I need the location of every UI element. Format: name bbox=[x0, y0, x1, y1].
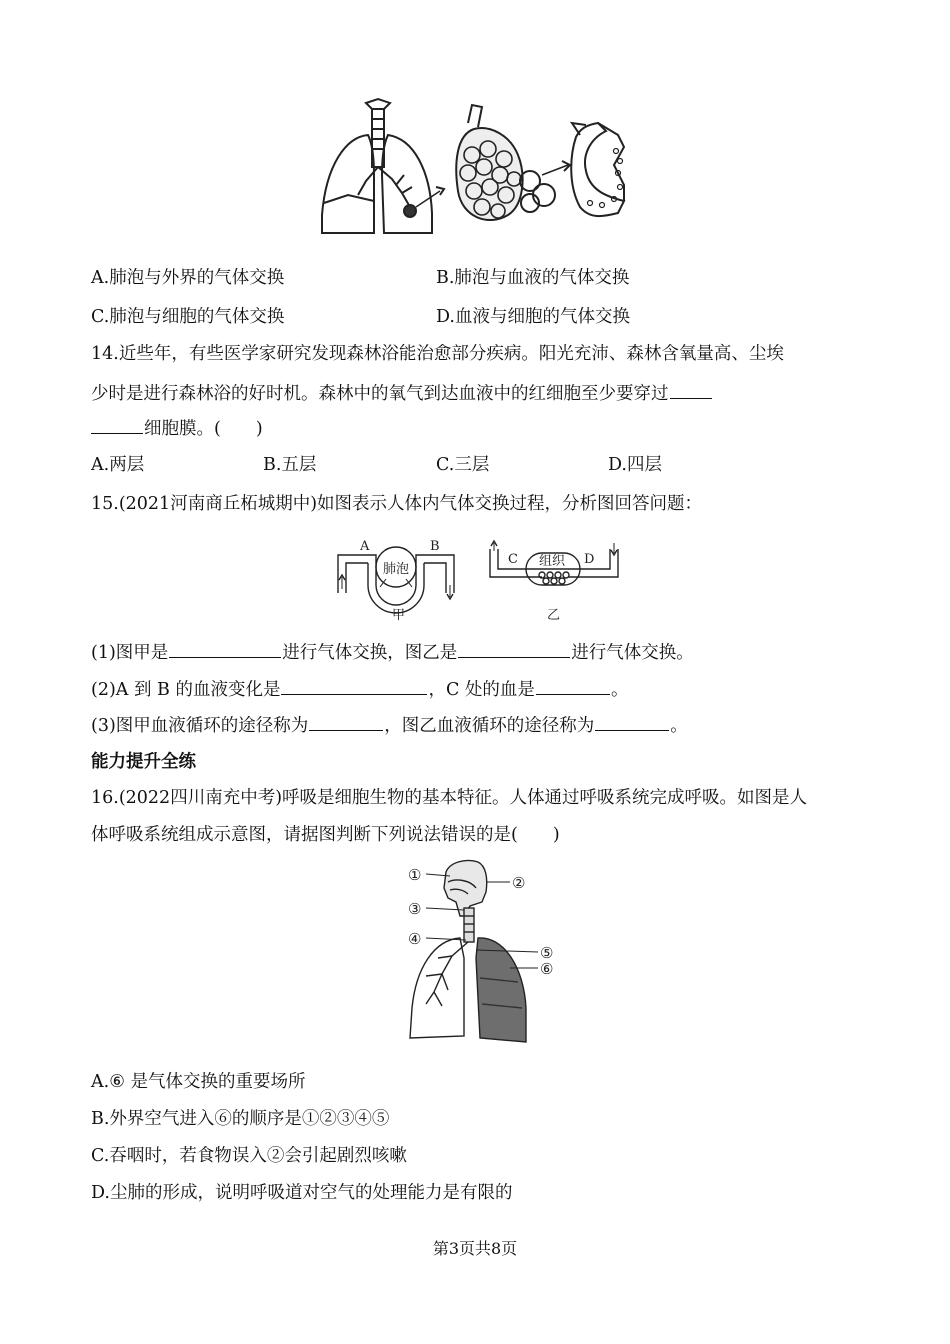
lung-alveoli-figure bbox=[318, 95, 632, 243]
figure-label-1: ① bbox=[408, 866, 422, 884]
answer-blank[interactable] bbox=[169, 640, 281, 658]
caption-jia: 甲 bbox=[392, 608, 406, 623]
answer-blank[interactable] bbox=[281, 677, 427, 695]
q14-stem-line-2 bbox=[91, 381, 713, 406]
q16-stem-line-1: 16.(2022四川南充中考)呼吸是细胞生物的基本特征。人体通过呼吸系统完成呼吸。如图是人 bbox=[91, 788, 808, 808]
page-number: 第3页共8页 bbox=[432, 1239, 518, 1258]
q14-stem-line-3 bbox=[91, 416, 263, 441]
answer-blank[interactable] bbox=[91, 416, 143, 434]
q16-option-b: B.外界空气进入⑥的顺序是①②③④⑤ bbox=[91, 1109, 390, 1129]
q15-part-2-c: 。 bbox=[610, 680, 629, 700]
q14-stem-line-3-text: 细胞膜。( ) bbox=[144, 419, 263, 439]
label-b: B bbox=[430, 539, 440, 554]
q13-option-c: C.肺泡与细胞的气体交换 bbox=[91, 307, 285, 327]
q13-option-a: A.肺泡与外界的气体交换 bbox=[91, 268, 285, 288]
label-c: C bbox=[508, 552, 518, 567]
figure-label-6: ⑥ bbox=[540, 960, 554, 978]
figure-label-5: ⑤ bbox=[540, 944, 554, 962]
answer-blank[interactable] bbox=[536, 677, 610, 695]
q15-part-3-c: 。 bbox=[670, 716, 688, 736]
q14-option-d: D.四层 bbox=[608, 455, 662, 475]
figure-label-3: ③ bbox=[408, 900, 422, 918]
q14-option-b: B.五层 bbox=[263, 455, 317, 475]
q16-option-c: C.吞咽时，若食物误入②会引起剧烈咳嗽 bbox=[91, 1146, 407, 1166]
q15-part-2-a: (2)A 到 B 的血液变化是 bbox=[91, 680, 281, 700]
q15-part-1 bbox=[91, 640, 694, 665]
q15-part-1-b: 进行气体交换，图乙是 bbox=[282, 643, 458, 663]
gas-exchange-figure bbox=[330, 525, 630, 627]
q14-option-c: C.三层 bbox=[436, 455, 490, 475]
figure-label-4: ④ bbox=[408, 930, 422, 948]
q15-part-3-b: ，图乙血液循环的途径称为 bbox=[384, 716, 595, 736]
figure-label-2: ② bbox=[512, 874, 526, 892]
caption-yi: 乙 bbox=[547, 608, 561, 623]
q15-part-3 bbox=[91, 713, 688, 738]
label-alveolus: 肺泡 bbox=[383, 562, 410, 577]
label-tissue: 组织 bbox=[539, 554, 566, 569]
q14-option-a: A.两层 bbox=[91, 455, 145, 475]
q16-option-a: A.⑥ 是气体交换的重要场所 bbox=[91, 1072, 306, 1092]
q13-option-d: D.血液与细胞的气体交换 bbox=[436, 307, 630, 327]
section-title: 能力提升全练 bbox=[91, 752, 196, 772]
q15-part-2-b: ，C 处的血是 bbox=[428, 680, 535, 700]
q14-stem-line-1: 14.近些年，有些医学家研究发现森林浴能治愈部分疾病。阳光充沛、森林含氧量高、尘埃 bbox=[91, 344, 784, 364]
answer-blank[interactable] bbox=[458, 640, 570, 658]
q13-option-b: B.肺泡与血液的气体交换 bbox=[436, 268, 630, 288]
q15-part-2 bbox=[91, 677, 628, 702]
q15-stem: 15.(2021河南商丘柘城期中)如图表示人体内气体交换过程，分析图回答问题： bbox=[91, 494, 703, 514]
q15-part-1-c: 进行气体交换。 bbox=[571, 643, 694, 663]
label-d: D bbox=[584, 552, 595, 567]
q14-stem-line-2-text: 少时是进行森林浴的好时机。森林中的氧气到达血液中的红细胞至少要穿过 bbox=[91, 384, 669, 404]
q15-part-3-a: (3)图甲血液循环的途径称为 bbox=[91, 716, 309, 736]
q16-stem-line-2: 体呼吸系统组成示意图，请据图判断下列说法错误的是( ) bbox=[91, 825, 560, 845]
answer-blank[interactable] bbox=[309, 713, 383, 731]
q15-part-1-a: (1)图甲是 bbox=[91, 643, 169, 663]
answer-blank[interactable] bbox=[595, 713, 669, 731]
label-a: A bbox=[360, 539, 370, 554]
respiratory-system-figure bbox=[390, 858, 570, 1050]
answer-blank[interactable] bbox=[670, 381, 712, 399]
q16-option-d: D.尘肺的形成，说明呼吸道对空气的处理能力是有限的 bbox=[91, 1183, 513, 1203]
